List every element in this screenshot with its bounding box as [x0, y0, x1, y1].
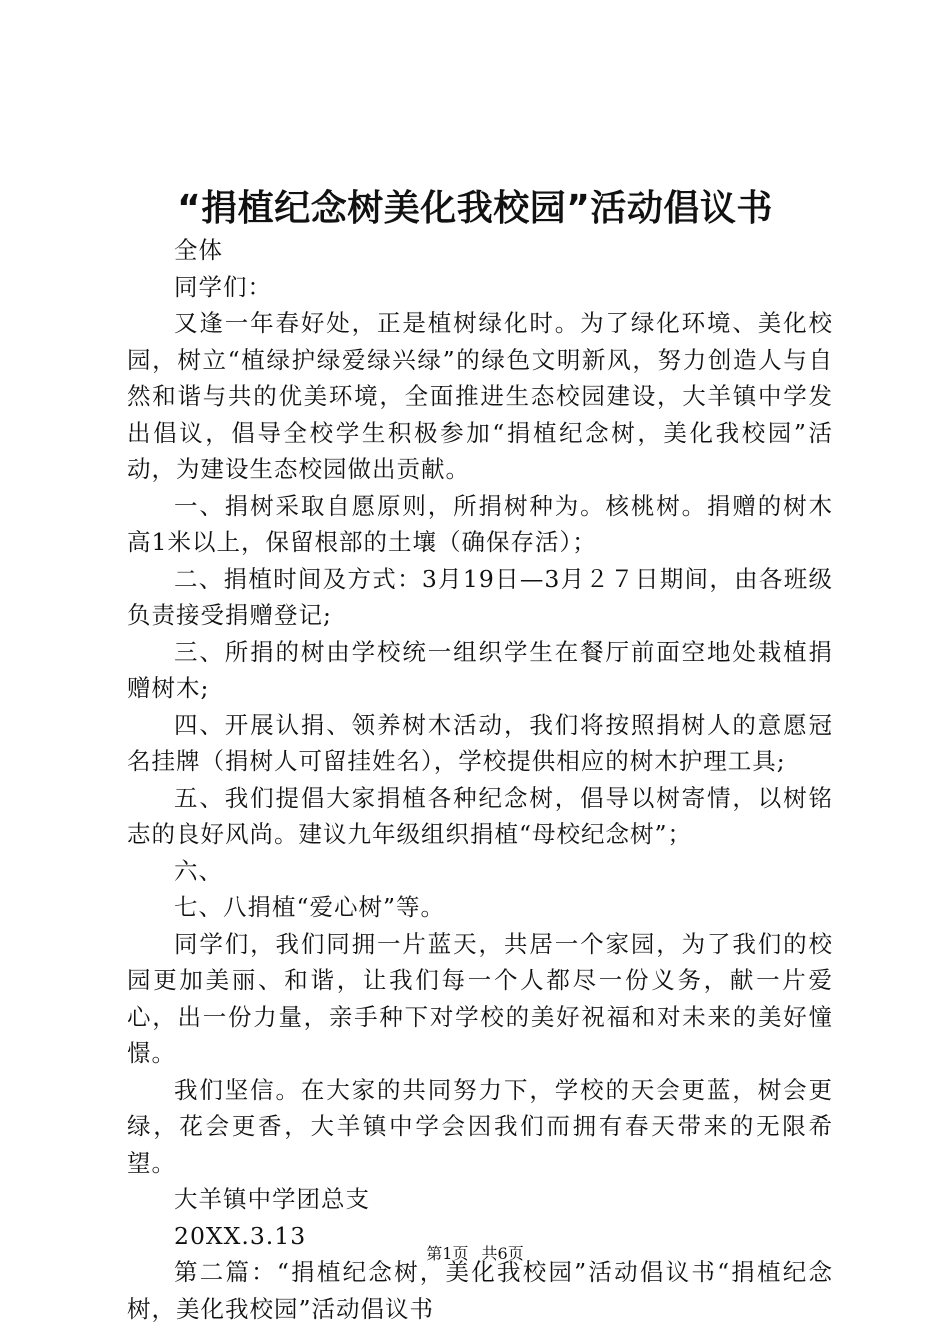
paragraph-item-6: 六、: [174, 856, 223, 885]
signature-organization: 大羊镇中学团总支: [174, 1185, 370, 1213]
signature-date: 20XX.3.13: [174, 1221, 307, 1250]
paragraph-item-1: 一、捐树采取自愿原则，所捐树种为。核桃树。捐赠的树木高1米以上，保留根部的土壤（确保存活）；: [127, 491, 833, 556]
paragraph-item-3: 三、所捐的树由学校统一组织学生在餐厅前面空地处栽植捐赠树木;: [127, 637, 833, 702]
salutation-line-1: 全体: [174, 236, 223, 264]
document-title: “捐植纪念树美化我校园”活动倡议书: [177, 188, 773, 229]
paragraph-item-4: 四、开展认捐、领养树木活动，我们将按照捐树人的意愿冠名挂牌（捐树人可留挂姓名），学校提供相应的树木护理工具;: [127, 710, 833, 775]
paragraph-item-2: 二、捐植时间及方式：3月19日—3月２７日期间，由各班级负责接受捐赠登记;: [127, 564, 833, 629]
paragraph-item-7: 七、八捐植“爱心树”等。: [174, 893, 446, 921]
page-number: 第1页: [426, 1244, 469, 1263]
salutation-line-2: 同学们：: [174, 272, 272, 301]
paragraph-appeal: 同学们，我们同拥一片蓝天，共居一个家园，为了我们的校园更加美丽、和谐，让我们每一个人都尽一份义务，献一片爱心，出一份力量，亲手种下对学校的美好祝福和对未来的美好憧憬。: [127, 929, 833, 1067]
document-body: [127, 232, 833, 1327]
paragraph-belief: 我们坚信。在大家的共同努力下，学校的天会更蓝，树会更绿，花会更香，大羊镇中学会因我们而拥有春天带来的无限希望。: [127, 1075, 833, 1177]
paragraph-intro: 又逢一年春好处，正是植树绿化时。为了绿化环境、美化校园，树立“植绿护绿爱绿兴绿”的绿色文明新风，努力创造人与自然和谐与共的优美环境，全面推进生态校园建设，大羊镇中学发出倡议，倡导全校学生积极参加“捐植纪念树，美化我校园”活动，为建设生态校园做出贡献。: [127, 309, 833, 483]
page-total: 共6页: [481, 1244, 524, 1263]
page-footer: [0, 1242, 950, 1266]
paragraph-item-5: 五、我们提倡大家捐植各种纪念树，倡导以树寄情，以树铭志的良好风尚。建议九年级组织捐植“母校纪念树”；: [127, 783, 833, 848]
paragraph-second-article: 第二篇：“捐植纪念树，美化我校园”活动倡议书“捐植纪念树，美化我校园”活动倡议书: [127, 1258, 833, 1323]
